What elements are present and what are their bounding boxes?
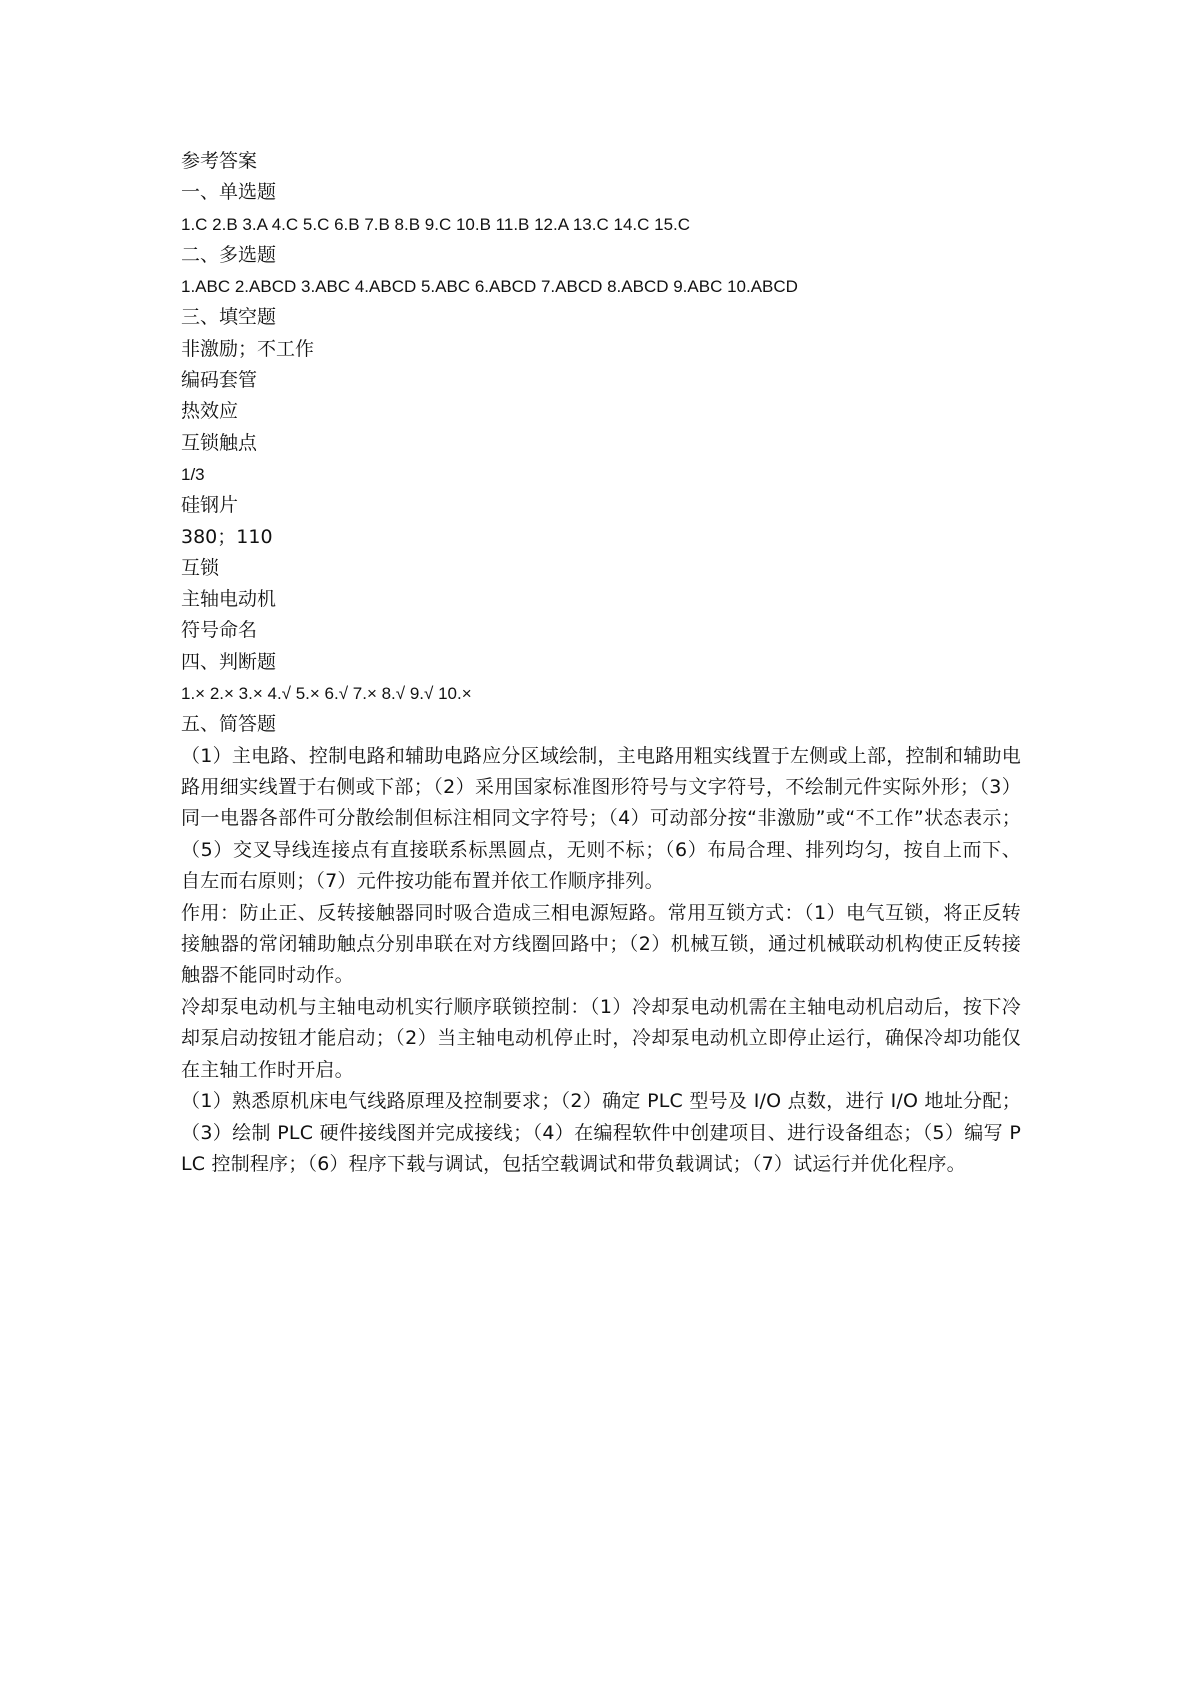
section-heading-short-answer: 五、简答题 (181, 713, 277, 736)
fill-blank-answer: 380；110 (181, 525, 273, 548)
fill-blank-answer: 符号命名 (181, 619, 258, 642)
fill-blank-answer: 热效应 (181, 400, 239, 423)
single-choice-answers: 1.C 2.B 3.A 4.C 5.C 6.B 7.B 8.B 9.C 10.B 11.B 12.A 13.C 14.C 15.C (181, 214, 691, 234)
multiple-choice-answers: 1.ABC 2.ABCD 3.ABC 4.ABCD 5.ABC 6.ABCD 7.ABCD 8.ABCD 9.ABC 10.ABCD (181, 277, 798, 297)
fill-blank-answer: 主轴电动机 (181, 588, 277, 611)
fill-blank-answer: 1/3 (181, 464, 205, 484)
short-answer-paragraph: 作用：防止正、反转接触器同时吸合造成三相电源短路。常用互锁方式：（1）电气互锁，将正反转接触器的常闭辅助触点分别串联在对方线圈回路中；（2）机械互锁，通过机械联动机构使正反转接触器不能同时动作。 (181, 901, 1021, 987)
section-heading-true-false: 四、判断题 (181, 650, 277, 673)
section-heading-fill-blank: 三、填空题 (181, 306, 277, 329)
fill-blank-answer: 编码套管 (181, 369, 258, 392)
short-answer-paragraph: （1）熟悉原机床电气线路原理及控制要求；（2）确定 PLC 型号及 I/O 点数，进行 I/O 地址分配；（3）绘制 PLC 硬件接线图并完成接线；（4）在编程软件中创建项目、进行设备组态；（5）编写 PLC 控制程序；（6）程序下载与调试，包括空载调试和带负载调试；（7）试运行并优化程序。 (181, 1090, 1021, 1175)
section-heading-single-choice: 一、单选题 (181, 181, 277, 204)
true-false-answers: 1.× 2.× 3.× 4.√ 5.× 6.√ 7.× 8.√ 9.√ 10.× (181, 684, 472, 704)
fill-blank-answer: 非激励；不工作 (181, 337, 315, 360)
answer-document (181, 146, 1021, 1180)
short-answer-paragraph: 冷却泵电动机与主轴电动机实行顺序联锁控制：（1）冷却泵电动机需在主轴电动机启动后，按下冷却泵启动按钮才能启动；（2）当主轴电动机停止时，冷却泵电动机立即停止运行，确保冷却功能仅在主轴工作时开启。 (181, 995, 1021, 1081)
short-answer-paragraph: （1）主电路、控制电路和辅助电路应分区域绘制，主电路用粗实线置于左侧或上部，控制和辅助电路用细实线置于右侧或下部；（2）采用国家标准图形符号与文字符号，不绘制元件实际外形；（3）同一电器各部件可分散绘制但标注相同文字符号；（4）可动部分按“非激励”或“不工作”状态表示；（5）交叉导线连接点有直接联系标黑圆点，无则不标；（6）布局合理、排列均匀，按自上而下、自左而右原则；（7）元件按功能布置并依工作顺序排列。 (181, 744, 1021, 893)
fill-blank-answer: 互锁触点 (181, 431, 258, 454)
fill-blank-answer: 硅钢片 (181, 494, 239, 517)
document-title: 参考答案 (181, 150, 258, 172)
fill-blank-answer: 互锁 (181, 556, 220, 579)
section-heading-multiple-choice: 二、多选题 (181, 243, 277, 266)
